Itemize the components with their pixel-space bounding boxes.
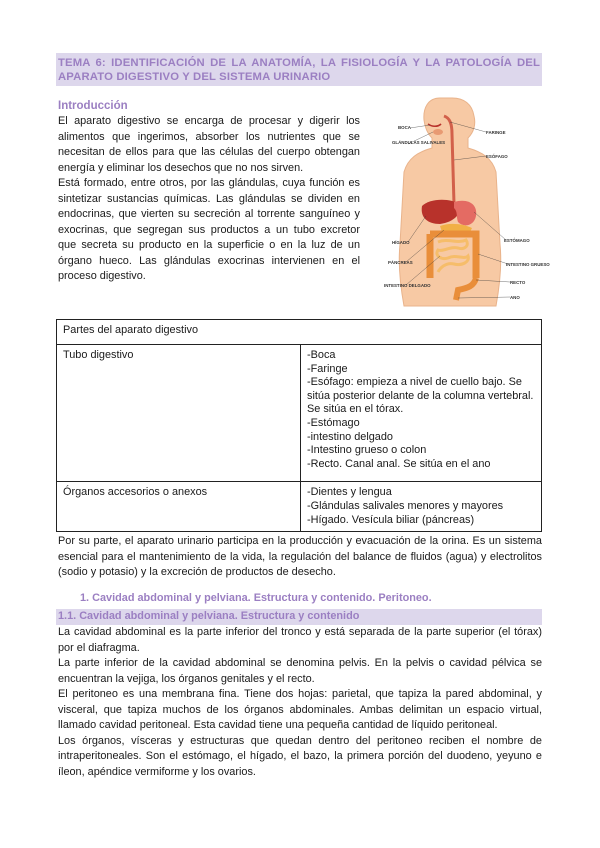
salivary-gland-shape [433,129,443,135]
section-heading: 1. Cavidad abdominal y pelviana. Estructura y contenido. Peritoneo. [80,592,432,604]
intro-paragraph: Está formado, entre otros, por las glándulas, cuya función es sintetizar sustancias químicas. Las glándulas se dividen en endocrinas, que vierten su secreción al torrente sanguíneo y exocrinas, que segregan sus productos a un tubo excretor que secreta su producto en la superficie o en la luz de un órgano hueco. Las glándulas exocrinas intervienen en el proceso digestivo. [58,177,360,282]
list-item: -Glándulas salivales menores y mayores [307,499,504,512]
label-estomago: ESTÓMAGO [504,238,530,243]
label-higado: HÍGADO [392,240,410,245]
list-item: -Faringe [307,362,348,375]
subsection-heading: 1.1. Cavidad abdominal y pelviana. Estructura y contenido [58,610,360,622]
label-intestino-grueso: INTESTINO GRUESO [506,262,550,267]
list-item: -Esófago: empieza a nivel de cuello bajo. Se sitúa posterior delante de la columna vertebral. Se sitúa en el tórax. [307,376,534,416]
table-row-items [301,482,542,532]
body-paragraph: El peritoneo es una membrana fina. Tiene dos hojas: parietal, que tapiza la pared abdominal, y visceral, que tapiza muchos de los órganos abdominales. Ambas delimitan un espacio virtual, llamado cavidad peritoneal. Esta cavidad tiene una pequeña cantidad de líquido peritoneal. [58,688,542,731]
body-paragraph: La cavidad abdominal es la parte inferior del tronco y está separada de la parte superior (el tórax) por el diafragma. [58,626,542,654]
list-item: -intestino delgado [307,430,393,443]
label-glandulas: GLÁNDULAS SALIVALES [392,140,446,145]
list-item: -Boca [307,349,336,361]
table-header-row [57,320,542,345]
label-recto: RECTO [510,280,526,285]
document-title: TEMA 6: IDENTIFICACIÓN DE LA ANATOMÍA, LA FISIOLOGÍA Y LA PATOLOGÍA DEL APARATO DIGESTIVO Y DEL SISTEMA URINARIO [58,57,540,83]
label-boca: BOCA [398,125,411,130]
label-intestino-delgado: INTESTINO DELGADO [384,283,431,288]
label-ano: ANO [510,295,520,300]
intro-heading: Introducción [58,100,128,112]
list-item: -Recto. Canal anal. Se sitúa en el ano [307,457,491,470]
table-header: Partes del aparato digestivo [57,320,542,345]
esophagus-shape [452,134,454,204]
label-pancreas: PÁNCREAS [388,260,413,265]
list-item: -Estómago [307,416,360,429]
table-row-label: Tubo digestivo [57,345,301,482]
body-paragraph: La parte inferior de la cavidad abdominal se denomina pelvis. En la pelvis o cavidad pélvica se encuentran la vejiga, los órganos genitales y el recto. [58,657,542,685]
intro-text [58,114,360,285]
label-faringe: FARINGE [486,130,506,135]
digestive-system-illustration [378,94,550,310]
body-paragraph: Los órganos, vísceras y estructuras que quedan dentro del peritoneo reciben el nombre de intraperitoneales. Son el estómago, el hígado, el bazo, la primera porción del duodeno, yeyuno e íleon, apéndice vermiforme y los ovarios. [58,734,542,778]
label-esofago: ESÓFAGO [486,154,508,159]
list-item: -Intestino grueso o colon [307,444,427,457]
table-row [57,345,542,482]
table-row [57,482,542,532]
list-item: -Dientes y lengua [307,486,392,499]
digestive-parts-table [56,319,542,532]
intro-paragraph: El aparato digestivo se encarga de procesar y digerir los alimentos que ingerimos, absorber los nutrientes que se necesitan de ellos para que las células del cuerpo obtengan energía y eliminar los desechos que no nos sirven. [58,115,360,174]
section-body [58,625,542,780]
table-row-label: Órganos accesorios o anexos [57,482,301,532]
table-row-items [301,345,542,482]
digestive-system-figure [378,94,550,310]
urinary-paragraph: Por su parte, el aparato urinario participa en la producción y evacuación de la orina. Es un sistema esencial para el mantenimiento de la vida, la regulación del balance de fluidos (agua) y electrolitos (sodio y potasio) y la excreción de productos de desecho. [58,535,542,578]
list-item: -Hígado. Vesícula biliar (páncreas) [307,513,475,526]
